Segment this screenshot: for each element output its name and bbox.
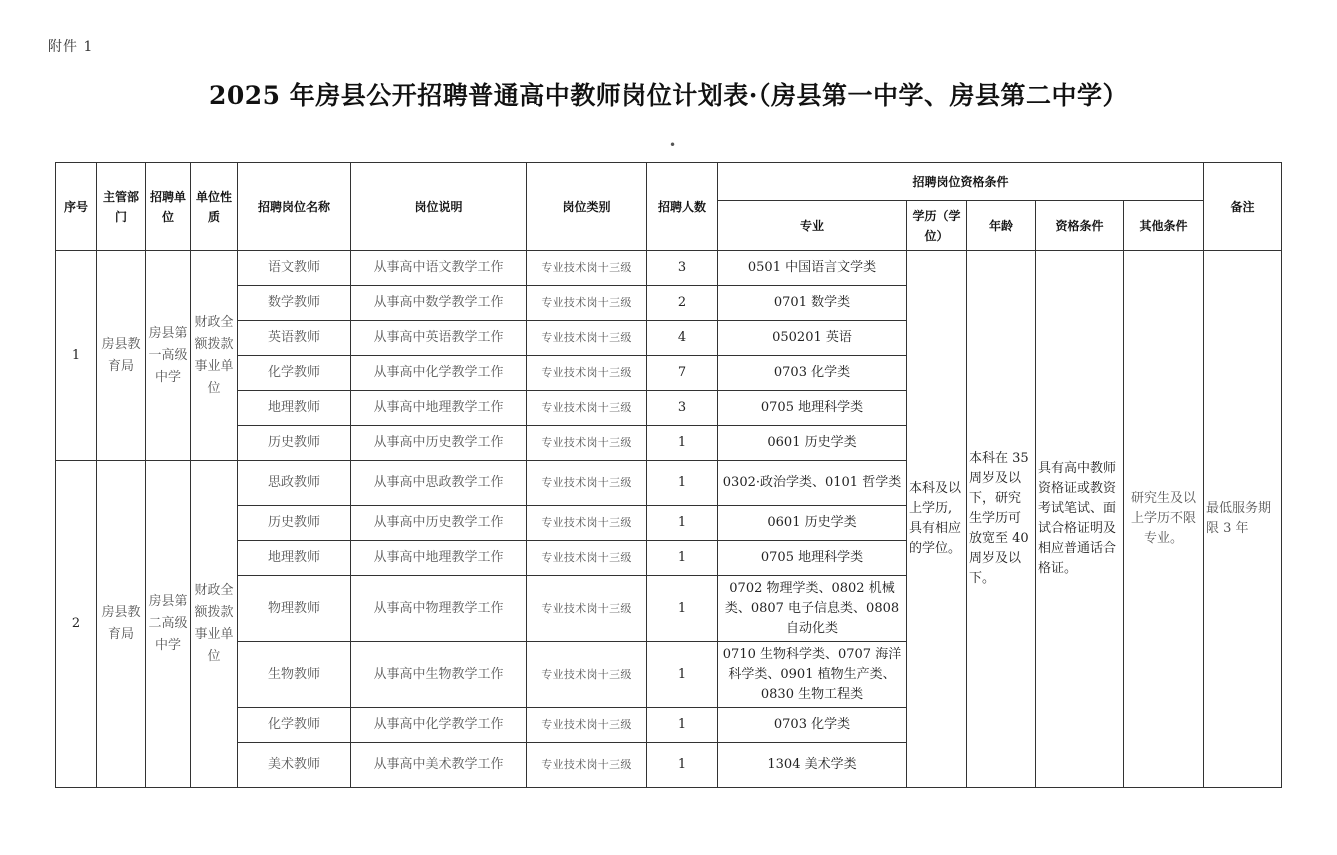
post-count: 4 [647, 321, 718, 356]
post-category: 专业技术岗十三级 [527, 356, 647, 391]
shared-edu: 本科及以上学历,具有相应的学位。 [907, 251, 967, 788]
post-desc: 从事高中生物教学工作 [351, 642, 527, 708]
group-seq: 2 [56, 461, 97, 788]
recruitment-table [55, 162, 1282, 788]
shared-cert: 具有高中教师资格证或教资考试笔试、面试合格证明及相应普通话合格证。 [1036, 251, 1124, 788]
post-count: 1 [647, 708, 718, 743]
post-major: 0701 数学类 [718, 286, 907, 321]
header-post-name: 招聘岗位名称 [238, 163, 351, 251]
post-major: 0302·政治学类、0101 哲学类 [718, 461, 907, 506]
shared-remark: 最低服务期限 3 年 [1204, 251, 1282, 788]
post-category: 专业技术岗十三级 [527, 286, 647, 321]
attachment-label: 附件 1 [48, 39, 94, 55]
post-major: 0601 历史学类 [718, 426, 907, 461]
post-name: 化学教师 [238, 708, 351, 743]
post-name: 思政教师 [238, 461, 351, 506]
post-count: 3 [647, 391, 718, 426]
post-name: 地理教师 [238, 541, 351, 576]
post-category: 专业技术岗十三级 [527, 391, 647, 426]
post-count: 3 [647, 251, 718, 286]
group-unit: 房县第二高级中学 [146, 461, 191, 788]
table-row [56, 251, 1282, 286]
post-count: 7 [647, 356, 718, 391]
post-major: 0601 历史学类 [718, 506, 907, 541]
post-desc: 从事高中思政教学工作 [351, 461, 527, 506]
post-desc: 从事高中化学教学工作 [351, 356, 527, 391]
post-desc: 从事高中物理教学工作 [351, 576, 527, 642]
post-name: 生物教师 [238, 642, 351, 708]
post-count: 1 [647, 506, 718, 541]
post-name: 美术教师 [238, 743, 351, 788]
group-seq: 1 [56, 251, 97, 461]
post-desc: 从事高中地理教学工作 [351, 391, 527, 426]
header-other: 其他条件 [1124, 201, 1204, 251]
post-major: 0705 地理科学类 [718, 541, 907, 576]
post-count: 1 [647, 743, 718, 788]
header-qualification-group: 招聘岗位资格条件 [718, 163, 1204, 201]
post-desc: 从事高中数学教学工作 [351, 286, 527, 321]
post-major: 050201 英语 [718, 321, 907, 356]
bullet-mark: • [669, 138, 677, 152]
post-desc: 从事高中地理教学工作 [351, 541, 527, 576]
header-post-cat: 岗位类别 [527, 163, 647, 251]
post-category: 专业技术岗十三级 [527, 426, 647, 461]
header-age: 年龄 [967, 201, 1036, 251]
post-count: 2 [647, 286, 718, 321]
post-name: 历史教师 [238, 506, 351, 541]
post-category: 专业技术岗十三级 [527, 461, 647, 506]
post-major: 0702 物理学类、0802 机械类、0807 电子信息类、0808 自动化类 [718, 576, 907, 642]
post-category: 专业技术岗十三级 [527, 506, 647, 541]
post-category: 专业技术岗十三级 [527, 743, 647, 788]
post-major: 1304 美术学类 [718, 743, 907, 788]
post-category: 专业技术岗十三级 [527, 321, 647, 356]
group-dept: 房县教育局 [97, 251, 146, 461]
header-seq: 序号 [56, 163, 97, 251]
group-dept: 房县教育局 [97, 461, 146, 788]
post-desc: 从事高中美术教学工作 [351, 743, 527, 788]
header-dept: 主管部门 [97, 163, 146, 251]
header-count: 招聘人数 [647, 163, 718, 251]
post-count: 1 [647, 426, 718, 461]
post-count: 1 [647, 576, 718, 642]
shared-age: 本科在 35 周岁及以下，研究生学历可放宽至 40 周岁及以下。 [967, 251, 1036, 788]
shared-other: 研究生及以上学历不限专业。 [1124, 251, 1204, 788]
header-nature: 单位性质 [191, 163, 238, 251]
group-nature: 财政全额拨款事业单位 [191, 461, 238, 788]
post-category: 专业技术岗十三级 [527, 251, 647, 286]
post-major: 0703 化学类 [718, 708, 907, 743]
post-category: 专业技术岗十三级 [527, 541, 647, 576]
post-count: 1 [647, 541, 718, 576]
post-name: 物理教师 [238, 576, 351, 642]
post-major: 0705 地理科学类 [718, 391, 907, 426]
post-name: 化学教师 [238, 356, 351, 391]
document-title: 2025 年房县公开招聘普通高中教师岗位计划表·（房县第一中学、房县第二中学） [209, 81, 1128, 110]
group-unit: 房县第一高级中学 [146, 251, 191, 461]
post-name: 英语教师 [238, 321, 351, 356]
post-desc: 从事高中化学教学工作 [351, 708, 527, 743]
post-major: 0501 中国语言文学类 [718, 251, 907, 286]
post-desc: 从事高中英语教学工作 [351, 321, 527, 356]
post-name: 历史教师 [238, 426, 351, 461]
post-category: 专业技术岗十三级 [527, 642, 647, 708]
post-major: 0703 化学类 [718, 356, 907, 391]
post-category: 专业技术岗十三级 [527, 708, 647, 743]
post-count: 1 [647, 461, 718, 506]
post-desc: 从事高中历史教学工作 [351, 506, 527, 541]
header-major: 专业 [718, 201, 907, 251]
header-edu: 学历（学位） [907, 201, 967, 251]
post-desc: 从事高中历史教学工作 [351, 426, 527, 461]
post-major: 0710 生物科学类、0707 海洋科学类、0901 植物生产类、0830 生物工程类 [718, 642, 907, 708]
post-name: 语文教师 [238, 251, 351, 286]
group-nature: 财政全额拨款事业单位 [191, 251, 238, 461]
header-post-desc: 岗位说明 [351, 163, 527, 251]
header-unit: 招聘单位 [146, 163, 191, 251]
post-name: 数学教师 [238, 286, 351, 321]
header-cert: 资格条件 [1036, 201, 1124, 251]
header-remark: 备注 [1204, 163, 1282, 251]
post-desc: 从事高中语文教学工作 [351, 251, 527, 286]
post-category: 专业技术岗十三级 [527, 576, 647, 642]
post-count: 1 [647, 642, 718, 708]
post-name: 地理教师 [238, 391, 351, 426]
